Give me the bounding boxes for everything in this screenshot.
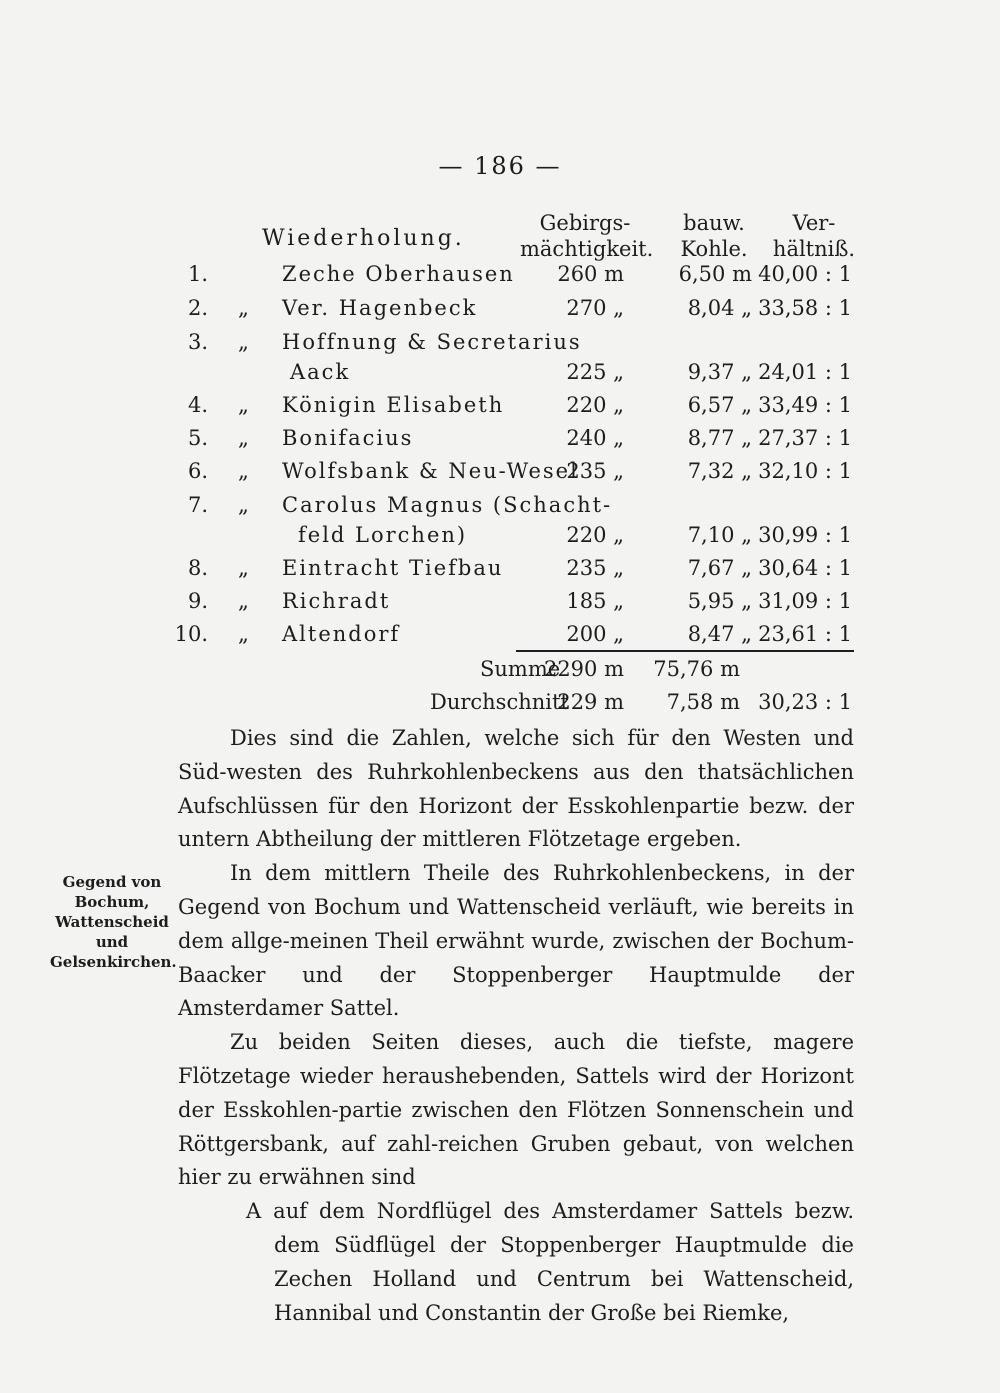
body-text xyxy=(178,722,854,1330)
col-header-verhaeltnis: Ver- hältniß. xyxy=(772,211,856,261)
page-number: — 186 — xyxy=(438,152,562,180)
table-row: 10. „ Altendorf 200 „ 8,47 „ 23,61 : 1 xyxy=(174,622,852,646)
col-header-bauwuerdige-kohle: bauw. Kohle. xyxy=(680,211,748,261)
table-row: 2. „ Ver. Hagenbeck 270 „ 8,04 „ 33,58 : 1 xyxy=(187,296,852,320)
table-row: 8. „ Eintracht Tiefbau 235 „ 7,67 „ 30,64 : 1 xyxy=(187,556,852,580)
sum-row: Summe 2290 m 75,76 m xyxy=(480,657,740,681)
paragraph: In dem mittlern Theile des Ruhrkohlenbeckens, in der Gegend von Bochum und Wattenscheid verläuft, wie bereits in dem allge-meinen Theil erwähnt wurde, zwischen der Bochum-Baacker und der Stoppenberger Hauptmulde der Amsterdamer Sattel. xyxy=(178,861,854,1021)
table-title: Wiederholung. xyxy=(262,226,465,251)
paragraph: Dies sind die Zahlen, welche sich für den Westen und Süd-westen des Ruhrkohlenbeckens aus den thatsächlichen Aufschlüssen für den Horizont der Esskohlenpartie bezw. der untern Abtheilung der mittleren Flötzetage ergeben. xyxy=(178,726,854,852)
col-header-gebirgsmaechtigkeit: Gebirgs- mächtigkeit. xyxy=(520,211,654,261)
table-row: 9. „ Richradt 185 „ 5,95 „ 31,09 : 1 xyxy=(187,589,852,613)
paragraph: A auf dem Nordflügel des Amsterdamer Sattels bezw. dem Südflügel der Stoppenberger Hauptmulde die Zechen Holland und Centrum bei Wattenscheid, Hannibal und Constantin der Große bei Riemke, xyxy=(246,1199,854,1325)
table-row: 6. „ Wolfsbank & Neu-Wesel 235 „ 7,32 „ 32,10 : 1 xyxy=(187,459,852,483)
table-row: 4. „ Königin Elisabeth 220 „ 6,57 „ 33,49 : 1 xyxy=(187,393,852,417)
table-row: 1. Zeche Oberhausen 260 m 6,50 m 40,00 : 1 xyxy=(187,262,852,286)
margin-note: Gegend von Bochum, Wattenscheid und Gelsenkirchen. xyxy=(50,873,177,971)
table-row: Aack 225 „ 9,37 „ 24,01 : 1 xyxy=(290,360,852,384)
paragraph: Zu beiden Seiten dieses, auch die tiefste, magere Flötzetage wieder heraushebenden, Sattels wird der Horizont der Esskohlen-partie zwischen den Flötzen Sonnenschein und Röttgersbank, auf zahl-reichen Gruben gebaut, von welchen hier zu erwähnen sind xyxy=(178,1030,854,1190)
average-row: Durchschnitt 229 m 7,58 m 30,23 : 1 xyxy=(430,690,852,714)
table-row: 5. „ Bonifacius 240 „ 8,77 „ 27,37 : 1 xyxy=(187,426,852,450)
table-row: 7. „ Carolus Magnus (Schacht- xyxy=(187,493,613,517)
sum-rule-line xyxy=(516,650,854,652)
table-row: feld Lorchen) 220 „ 7,10 „ 30,99 : 1 xyxy=(298,523,852,547)
table-row: 3. „ Hoffnung & Secretarius xyxy=(187,330,582,354)
